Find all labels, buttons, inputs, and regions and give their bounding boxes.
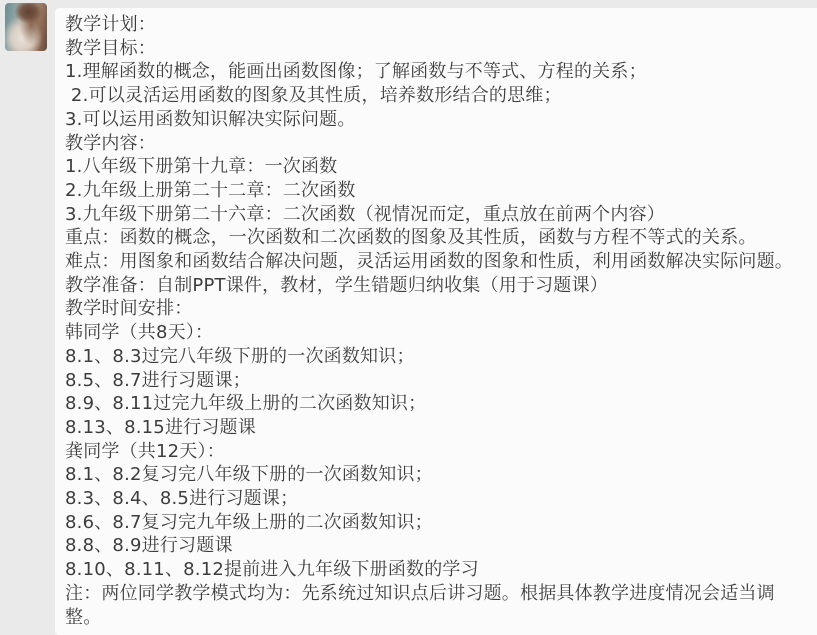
message-bubble (55, 8, 817, 635)
message-line-difficulties: 难点：用图象和函数结合解决问题，灵活运用函数的图象和性质，利用函数解决实际问题。 (65, 251, 793, 273)
message-line-gong-1: 8.1、8.2复习完八年级下册的一次函数知识； (65, 464, 433, 486)
message-line-content-2: 2.九年级上册第二十二章：二次函数 (65, 179, 356, 201)
message-line-han-2: 8.5、8.7进行习题课； (65, 369, 251, 391)
message-line-student-han-header: 韩同学（共8天）： (65, 322, 214, 344)
message-line-gong-3: 8.6、8.7复习完九年级上册的二次函数知识； (65, 511, 433, 533)
message-line-student-gong-header: 龚同学（共12天）： (65, 440, 225, 462)
message-line-han-3: 8.9、8.11过完九年级上册的二次函数知识； (65, 393, 427, 415)
message-line-goal-2: 2.可以灵活运用函数的图象及其性质，培养数形结合的思维； (65, 85, 562, 107)
message-line-gong-5: 8.10、8.11、8.12提前进入九年级下册函数的学习 (65, 559, 479, 581)
message-line-content-3: 3.九年级下册第二十六章：二次函数（视情况而定，重点放在前两个内容） (65, 203, 665, 225)
message-line-han-4: 8.13、8.15进行习题课 (65, 416, 256, 438)
message-line-gong-2: 8.3、8.4、8.5进行习题课； (65, 488, 299, 510)
message-line-note: 注：两位同学教学模式均为：先系统过知识点后讲习题。根据具体教学进度情况会适当调整。 (65, 582, 775, 628)
message-line-key-points: 重点：函数的概念，一次函数和二次函数的图象及其性质，函数与方程不等式的关系。 (65, 227, 757, 249)
message-line-content-1: 1.八年级下册第十九章：一次函数 (65, 156, 338, 178)
sender-avatar[interactable] (5, 3, 47, 51)
message-line-title: 教学计划： (65, 14, 156, 35)
message-line-goals-header: 教学目标： (65, 37, 156, 59)
message-line-preparation: 教学准备：自制PPT课件，教材，学生错题归纳收集（用于习题课） (65, 274, 608, 296)
message-line-goal-1: 1.理解函数的概念，能画出函数图像；了解函数与不等式、方程的关系； (65, 61, 647, 83)
message-line-schedule-header: 教学时间安排： (65, 298, 193, 320)
message-line-han-1: 8.1、8.3过完八年级下册的一次函数知识； (65, 345, 415, 367)
message-line-goal-3: 3.可以运用函数知识解决实际问题。 (65, 108, 356, 130)
message-line-gong-4: 8.8、8.9进行习题课 (65, 535, 233, 557)
message-line-content-header: 教学内容： (65, 132, 156, 154)
